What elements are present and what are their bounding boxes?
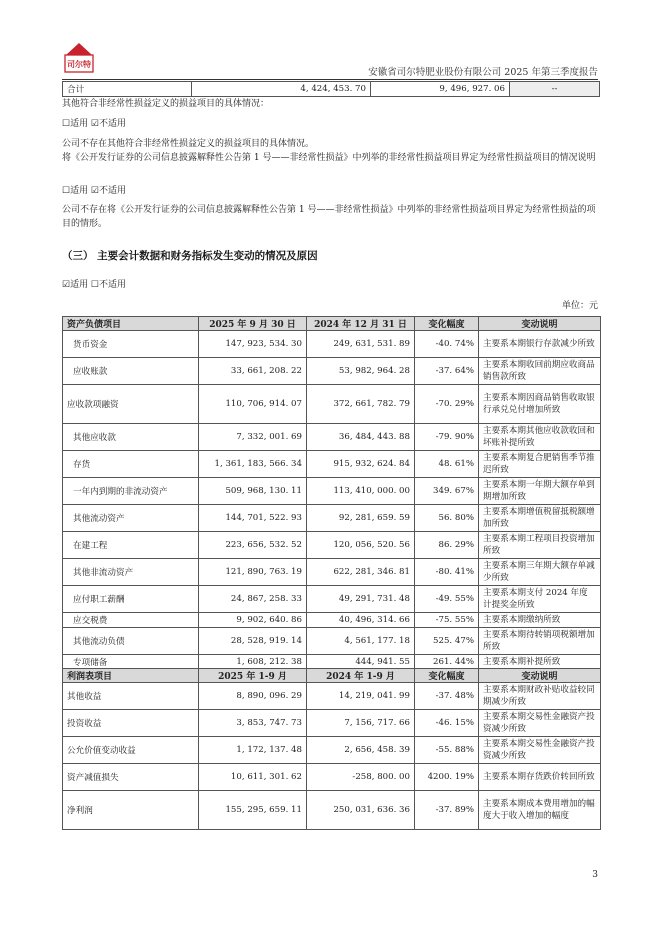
balance-cell-name: 其他流动负债 [63,628,199,655]
income-cell-name: 资产减值损失 [63,764,199,791]
balance-cell-pct: -40. 74% [415,331,479,358]
income-cell-name: 净利润 [63,791,199,830]
balance-cell-b: 622, 281, 346. 81 [307,559,415,586]
balance-cell-name: 应交税费 [63,613,199,628]
balance-column-header: 资产负债项目 [63,317,199,331]
table-row [63,628,601,655]
paragraph-no-reclassification: 公司不存在将《公开发行证券的公司信息披露解释性公告第 1 号——非经常性损益》中列举的非经常性损益项目界定为经常性损益的项目的情形。 [62,205,596,229]
svg-text:司尔特: 司尔特 [67,60,91,69]
balance-cell-pct: -37. 64% [415,358,479,385]
paragraph-no-other-items: 公司不存在其他符合非经常性损益定义的损益项目的具体情况。 [62,139,315,149]
balance-cell-b: 4, 561, 177. 18 [307,628,415,655]
balance-cell-b: 372, 661, 782. 79 [307,385,415,424]
balance-cell-name: 其他流动资产 [63,505,199,532]
table-row [63,764,601,791]
balance-cell-pct: -70. 29% [415,385,479,424]
page-number: 3 [592,870,598,880]
balance-column-header: 变化幅度 [415,317,479,331]
balance-cell-a: 147, 923, 534. 30 [199,331,307,358]
balance-cell-desc: 主要系本期一年期大额存单到期增加所致 [479,478,601,505]
financial-changes-table [62,316,601,830]
balance-cell-pct: -80. 41% [415,559,479,586]
balance-cell-desc: 主要系本期收回前期应收商品销售款所致 [479,358,601,385]
balance-cell-b: 915, 932, 624. 84 [307,451,415,478]
table-row [63,505,601,532]
income-cell-b: -258, 800. 00 [307,764,415,791]
balance-cell-a: 7, 332, 001. 69 [199,424,307,451]
balance-column-header: 2025 年 9 月 30 日 [199,317,307,331]
income-cell-b: 14, 219, 041. 99 [307,683,415,710]
balance-cell-a: 110, 706, 914. 07 [199,385,307,424]
balance-cell-pct: 86. 29% [415,532,479,559]
balance-cell-desc: 主要系本期补提所致 [479,655,601,669]
income-cell-desc: 主要系本期交易性金融资产投资减少所致 [479,710,601,737]
total-note: -- [510,82,600,97]
balance-cell-name: 一年内到期的非流动资产 [63,478,199,505]
balance-cell-a: 509, 968, 130. 11 [199,478,307,505]
income-cell-name: 投资收益 [63,710,199,737]
income-cell-desc: 主要系本期交易性金融资产投资减少所致 [479,737,601,764]
income-cell-desc: 主要系本期成本费用增加的幅度大于收入增加的幅度 [479,791,601,830]
table-row [63,683,601,710]
balance-cell-a: 144, 701, 522. 93 [199,505,307,532]
balance-cell-a: 121, 890, 763. 19 [199,559,307,586]
income-cell-b: 250, 031, 636. 36 [307,791,415,830]
balance-cell-name: 在建工程 [63,532,199,559]
income-column-header: 利润表项目 [63,669,199,683]
balance-cell-name: 存货 [63,451,199,478]
section-title: （三） 主要会计数据和财务指标发生变动的情况及原因 [62,250,318,262]
balance-cell-b: 444, 941. 55 [307,655,415,669]
table-row [63,385,601,424]
balance-cell-b: 120, 056, 520. 56 [307,532,415,559]
balance-column-header: 2024 年 12 月 31 日 [307,317,415,331]
balance-cell-a: 1, 608, 212. 38 [199,655,307,669]
income-cell-pct: -55. 88% [415,737,479,764]
income-cell-b: 7, 156, 717. 66 [307,710,415,737]
table-row [63,331,601,358]
paragraph-reclassification: 将《公开发行证券的公司信息披露解释性公告第 1 号——非经常性损益》中列举的非经常性损益项目界定为经常性损益项目的情况说明 [62,153,596,163]
table-row [63,710,601,737]
balance-cell-pct: -75. 55% [415,613,479,628]
balance-cell-name: 货币资金 [63,331,199,358]
applicability-check-1: ☐适用 ☑不适用 [62,119,126,129]
balance-cell-b: 53, 982, 964. 28 [307,358,415,385]
income-cell-name: 公允价值变动收益 [63,737,199,764]
total-label: 合计 [63,82,192,97]
balance-cell-pct: 56. 80% [415,505,479,532]
header-divider [62,79,598,80]
income-cell-pct: -46. 15% [415,710,479,737]
company-logo [62,42,96,74]
balance-cell-b: 49, 291, 731. 48 [307,586,415,613]
balance-cell-b: 249, 631, 531. 89 [307,331,415,358]
income-cell-a: 10, 611, 301. 62 [199,764,307,791]
balance-cell-desc: 主要系本期缴纳所致 [479,613,601,628]
balance-cell-desc: 主要系本期复合肥销售季节推迟所致 [479,451,601,478]
balance-cell-desc: 主要系本期银行存款减少所致 [479,331,601,358]
balance-cell-name: 专项储备 [63,655,199,669]
income-column-header: 变动说明 [479,669,601,683]
income-column-header: 2025 年 1-9 月 [199,669,307,683]
balance-cell-a: 223, 656, 532. 52 [199,532,307,559]
balance-cell-pct: 525. 47% [415,628,479,655]
income-cell-name: 其他收益 [63,683,199,710]
balance-cell-a: 33, 661, 208. 22 [199,358,307,385]
paragraph-other-items: 其他符合非经常性损益定义的损益项目的具体情况： [62,99,270,109]
income-cell-desc: 主要系本期存货跌价转回所致 [479,764,601,791]
table-row [63,478,601,505]
income-cell-a: 155, 295, 659. 11 [199,791,307,830]
balance-cell-name: 应收账款 [63,358,199,385]
table-row [63,737,601,764]
balance-cell-name: 应付职工薪酬 [63,586,199,613]
table-row [63,559,601,586]
balance-cell-name: 其他应收款 [63,424,199,451]
income-column-header: 2024 年 1-9 月 [307,669,415,683]
balance-cell-desc: 主要系本期支付 2024 年度计提奖金所致 [479,586,601,613]
income-cell-pct: 4200. 19% [415,764,479,791]
summary-total-table [62,81,600,97]
total-prior: 9, 496, 927. 06 [371,82,510,97]
balance-cell-pct: 48. 61% [415,451,479,478]
income-cell-a: 3, 853, 747. 73 [199,710,307,737]
income-cell-b: 2, 656, 458. 39 [307,737,415,764]
table-row [63,451,601,478]
total-current: 4, 424, 453. 70 [192,82,371,97]
income-cell-a: 1, 172, 137. 48 [199,737,307,764]
balance-cell-a: 24, 867, 258. 33 [199,586,307,613]
balance-cell-desc: 主要系本期因商品销售收取银行承兑兑付增加所致 [479,385,601,424]
balance-cell-desc: 主要系本期工程项目投资增加所致 [479,532,601,559]
balance-cell-pct: 349. 67% [415,478,479,505]
balance-header-row [63,317,601,331]
balance-cell-desc: 主要系本期其他应收款收回和坏账补提所致 [479,424,601,451]
report-title: 安徽省司尔特肥业股份有限公司 2025 年第三季度报告 [368,67,598,78]
balance-cell-a: 9, 902, 640. 86 [199,613,307,628]
income-header-row [63,669,601,683]
income-cell-a: 8, 890, 096. 29 [199,683,307,710]
balance-cell-desc: 主要系本期待转销项税额增加所致 [479,628,601,655]
table-row [63,655,601,669]
table-row [63,613,601,628]
income-cell-pct: -37. 48% [415,683,479,710]
income-cell-pct: -37. 89% [415,791,479,830]
balance-cell-name: 其他非流动资产 [63,559,199,586]
balance-cell-b: 36, 484, 443. 88 [307,424,415,451]
balance-cell-a: 1, 361, 183, 566. 34 [199,451,307,478]
balance-cell-pct: -49. 55% [415,586,479,613]
balance-cell-desc: 主要系本期增值税留抵税额增加所致 [479,505,601,532]
table-row [63,424,601,451]
balance-cell-desc: 主要系本期三年期大额存单减少所致 [479,559,601,586]
applicability-check-3: ☑适用 ☐不适用 [62,280,126,290]
balance-cell-pct: 261. 44% [415,655,479,669]
balance-cell-a: 28, 528, 919. 14 [199,628,307,655]
table-row [63,586,601,613]
balance-cell-b: 40, 496, 314. 66 [307,613,415,628]
balance-cell-name: 应收款项融资 [63,385,199,424]
balance-cell-pct: -79. 90% [415,424,479,451]
balance-cell-b: 113, 410, 000. 00 [307,478,415,505]
income-column-header: 变化幅度 [415,669,479,683]
unit-label: 单位：元 [561,301,598,311]
income-cell-desc: 主要系本期财政补贴收益较同期减少所致 [479,683,601,710]
table-row [63,358,601,385]
applicability-check-2: ☐适用 ☑不适用 [62,186,126,196]
balance-column-header: 变动说明 [479,317,601,331]
table-row [63,82,600,97]
balance-cell-b: 92, 281, 659. 59 [307,505,415,532]
table-row [63,532,601,559]
table-row [63,791,601,830]
